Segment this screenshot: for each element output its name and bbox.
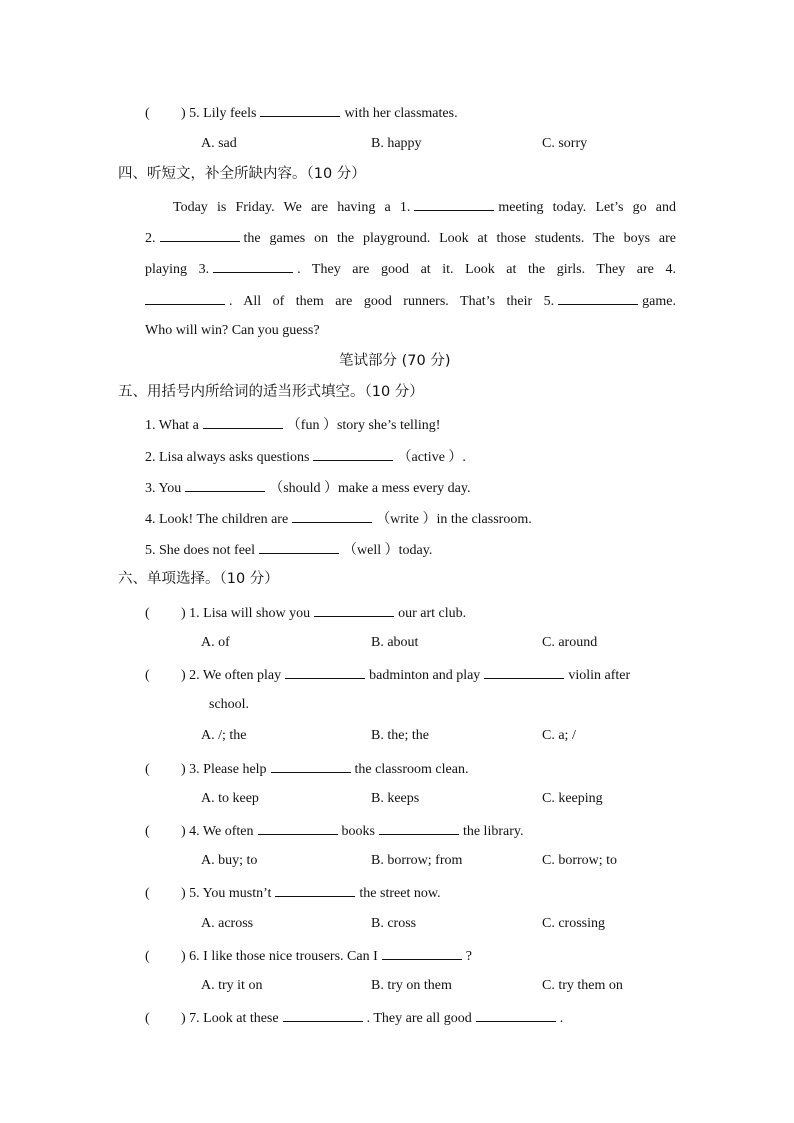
answer-blank[interactable]: [203, 415, 283, 429]
answer-blank[interactable]: [160, 228, 240, 242]
answer-blank[interactable]: [292, 509, 372, 523]
option-a[interactable]: A. across: [201, 916, 254, 931]
option-b[interactable]: B. keeps: [371, 791, 420, 806]
question-row: ( ) 6. I like those nice trousers. Can I ?: [145, 946, 472, 966]
question-row: ( ) 2. We often play badminton and play violin after: [145, 665, 630, 685]
fill-item: 5. She does not feel （well ）today.: [145, 540, 432, 560]
option-a[interactable]: A. /; the: [201, 728, 247, 743]
answer-blank[interactable]: [185, 478, 265, 492]
answer-blank[interactable]: [379, 821, 459, 835]
option-c[interactable]: C. try them on: [542, 978, 623, 993]
answer-blank[interactable]: [484, 665, 564, 679]
fill-item: 3. You （should ）make a mess every day.: [145, 478, 470, 498]
answer-bracket[interactable]: (: [145, 1011, 150, 1026]
option-b[interactable]: B. happy: [371, 136, 422, 151]
answer-bracket[interactable]: (: [145, 824, 150, 839]
passage-line: playing 3. . They are good at it. Look at the girls. They are 4.: [145, 259, 676, 279]
option-c[interactable]: C. crossing: [542, 916, 605, 931]
answer-blank[interactable]: [271, 759, 351, 773]
option-c[interactable]: C. a; /: [542, 728, 576, 743]
option-b[interactable]: B. the; the: [371, 728, 429, 743]
answer-blank[interactable]: [558, 291, 638, 305]
question-wrap: school.: [209, 697, 250, 712]
option-b[interactable]: B. cross: [371, 916, 417, 931]
question-row: ( ) 5. You mustn’t the street now.: [145, 883, 441, 903]
fill-item: 1. What a （fun ）story she’s telling!: [145, 415, 440, 435]
answer-bracket[interactable]: (: [145, 668, 150, 683]
question-row: ( ) 5. Lily feels with her classmates.: [145, 103, 458, 123]
option-c[interactable]: C. around: [542, 635, 598, 650]
option-b[interactable]: B. borrow; from: [371, 853, 463, 868]
answer-blank[interactable]: [476, 1008, 556, 1022]
option-b[interactable]: B. try on them: [371, 978, 452, 993]
question-text: with her classmates.: [344, 106, 458, 121]
answer-blank[interactable]: [314, 603, 394, 617]
answer-blank[interactable]: [259, 540, 339, 554]
option-a[interactable]: A. try it on: [201, 978, 263, 993]
passage-line: 2. the games on the playground. Look at those students. The boys are: [145, 228, 676, 248]
answer-blank[interactable]: [260, 103, 340, 117]
question-row: ( ) 7. Look at these . They are all good .: [145, 1008, 563, 1028]
answer-blank[interactable]: [382, 946, 462, 960]
fill-item: 4. Look! The children are （write ）in the classroom.: [145, 509, 532, 529]
question-row: ( ) 4. We often books the library.: [145, 821, 523, 841]
answer-bracket[interactable]: (: [145, 106, 150, 121]
answer-blank[interactable]: [213, 259, 293, 273]
answer-bracket[interactable]: (: [145, 606, 150, 621]
answer-bracket[interactable]: (: [145, 762, 150, 777]
answer-blank[interactable]: [145, 291, 225, 305]
answer-blank[interactable]: [285, 665, 365, 679]
option-a[interactable]: A. of: [201, 635, 230, 650]
answer-bracket[interactable]: (: [145, 949, 150, 964]
answer-bracket[interactable]: (: [145, 886, 150, 901]
answer-blank[interactable]: [313, 447, 393, 461]
option-a[interactable]: A. buy; to: [201, 853, 258, 868]
question-row: ( ) 3. Please help the classroom clean.: [145, 759, 468, 779]
passage-line: Who will win? Can you guess?: [145, 323, 320, 338]
question-row: ( ) 1. Lisa will show you our art club.: [145, 603, 466, 623]
answer-blank[interactable]: [275, 883, 355, 897]
option-c[interactable]: C. borrow; to: [542, 853, 618, 868]
fill-item: 2. Lisa always asks questions （active ）.: [145, 447, 466, 467]
answer-blank[interactable]: [258, 821, 338, 835]
option-a[interactable]: A. to keep: [201, 791, 259, 806]
passage-line: Today is Friday. We are having a 1. meeting today. Let’s go and: [145, 197, 676, 217]
option-a[interactable]: A. sad: [201, 136, 237, 151]
section-heading: 六、单项选择。（10 分）: [118, 571, 279, 587]
option-c[interactable]: C. keeping: [542, 791, 603, 806]
passage-line: . All of them are good runners. That’s their 5. game.: [145, 291, 676, 311]
option-b[interactable]: B. about: [371, 635, 419, 650]
section-heading: 四、听短文，补全所缺内容。（10 分）: [118, 166, 366, 182]
answer-blank[interactable]: [414, 197, 494, 211]
answer-blank[interactable]: [283, 1008, 363, 1022]
section-title: 笔试部分 (70 分): [339, 353, 451, 369]
option-c[interactable]: C. sorry: [542, 136, 588, 151]
section-heading: 五、用括号内所给词的适当形式填空。（10 分）: [118, 384, 424, 400]
question-text: Lily feels: [203, 106, 257, 121]
